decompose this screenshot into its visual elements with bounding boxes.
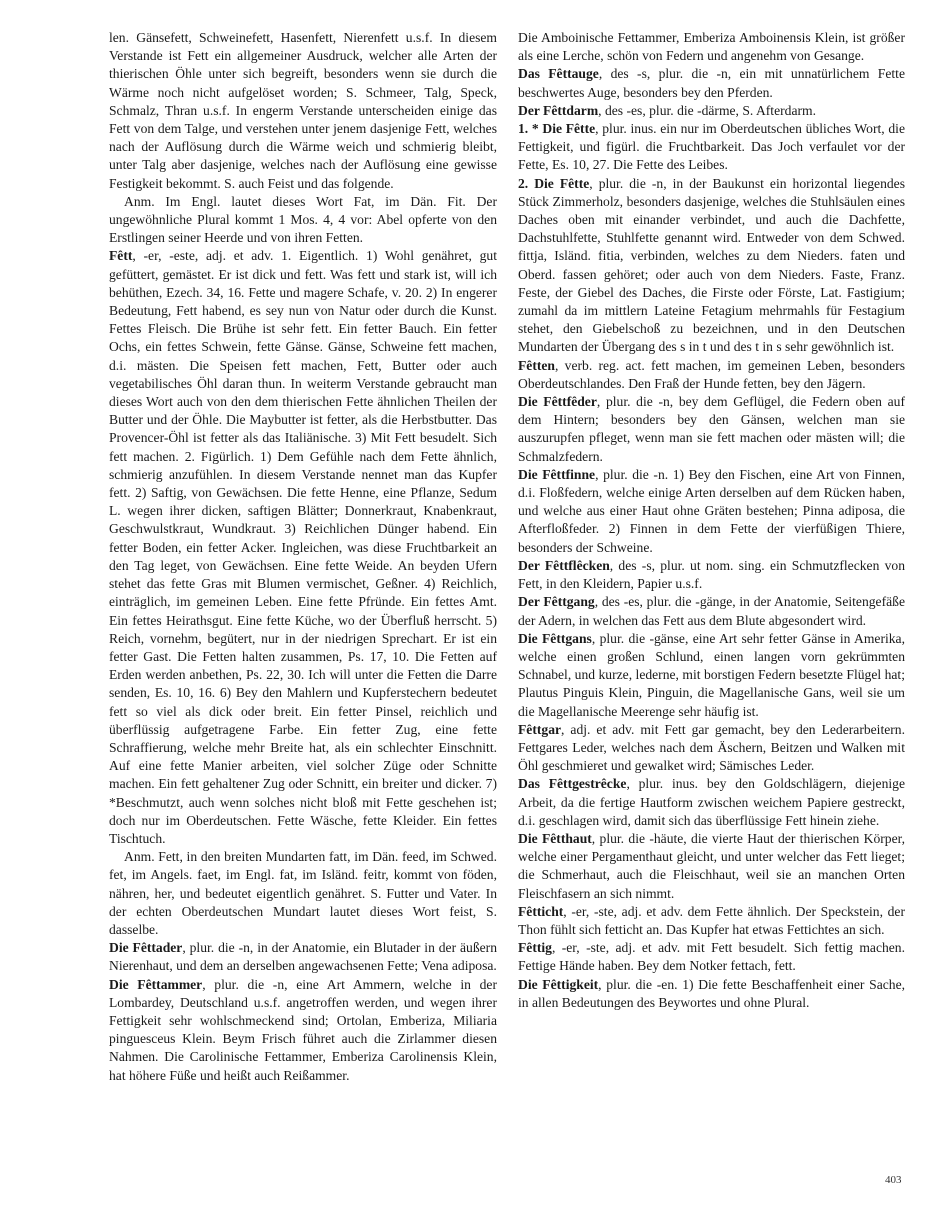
entry-definition: , plur. die -n, in der Baukunst ein horizontal liegendes Stück Zimmerholz, besonders dasjenige, welches die Stuhlsäulen eines Daches oben mit einander verbindet, und auch die Dachfette, Dachstuhlfette, Stuhlfette genannt wird. Entweder von dem Schwed. fittja, Isländ. fitia, verbinden, welches zu dem Nieders. faten und Oberd. fassen gehöret; oder auch von dem Nieders. Faste, Franz. Feste, der Giebel des Daches, die Firste oder Förste, Lat. Fastigium; zumahl da im mittlern Lateine Fetagium mehrmahls für Festagium stehet, den Giebelschoß zu bezeichnen, und in den Deutschen Mundarten der Übergang des s in t und des t in s sehr gewöhnlich ist.	[518, 175, 906, 355]
entry-definition: , verb. reg. act. fett machen, im gemeinen Leben, besonders Oberdeutschlandes. Den Fraß der Hunde fetten, bey den Jägern.	[518, 357, 905, 391]
annotation-paragraph: Anm. Fett, in den breiten Mundarten fatt, im Dän. feed, im Schwed. fet, im Angels. faet, im Engl. fat, im Isländ. feitr, kommt von föden, nähren, her, und bedeutet eigentlich genähret. S. Futter und Vater. In der echten Oberdeutschen Mundart lautet dieses Wort feist, S. dasselbe.	[109, 849, 497, 937]
dictionary-entry	[518, 65, 905, 101]
dictionary-entry	[518, 102, 905, 120]
dictionary-entry	[518, 557, 905, 593]
page-number: 403	[885, 1174, 902, 1186]
left-column	[109, 29, 497, 1085]
entry-headword: Die Fêttfêder	[518, 394, 597, 410]
entry-definition: , -er, -ste, adj. et adv. mit Fett besudelt. Sich fettig machen. Fettige Hände haben. Bey dem Notker fettach, fett.	[518, 940, 905, 974]
entry-headword: Fêttgar	[518, 721, 562, 737]
dictionary-entry	[109, 976, 497, 1085]
dictionary-entry	[109, 247, 497, 848]
entry-headword: Die Fêttgans	[518, 630, 592, 646]
dictionary-entry	[518, 939, 905, 975]
entry-definition: , plur. die -n, bey dem Geflügel, die Federn oben auf dem Hintern; besonders bey den Gänsen, welchen man sie auszurupfen pfleget, wenn man sie fett machen oder mästen will; die Schmalzfedern.	[518, 394, 905, 464]
entry-headword: Die Fêttammer	[109, 976, 203, 992]
entry-definition: , des -s, plur. ut nom. sing. ein Schmutzflecken von Fett, in den Kleidern, Papier u.s.f.	[518, 557, 905, 592]
entry-definition: , plur. inus. ein nur im Oberdeutschen übliches Wort, die Fettigkeit, und figürl. die Fruchtbarkeit. Das Joch verfaulet vor der Fette, Es. 10, 27. Die Fette des Leibes.	[518, 121, 905, 173]
dictionary-entry	[518, 630, 905, 721]
entry-headword: Fêtticht	[518, 903, 564, 919]
entry-headword: Das Fêttgestrêcke	[518, 776, 627, 792]
entry-definition: , plur. die -en. 1) Die fette Beschaffenheit einer Sache, in allen Bedeutungen des Beywortes und ohne Plural.	[518, 976, 905, 1010]
dictionary-entry	[518, 393, 905, 466]
entry-headword: Fêtt	[109, 248, 133, 264]
entry-headword: Fêttig	[518, 940, 552, 956]
continued-paragraph: Die Amboinische Fettammer, Emberiza Amboinensis Klein, ist größer als eine Lerche, schön von Federn und angenehm von Gesange.	[518, 30, 905, 64]
dictionary-entry	[518, 120, 905, 175]
dictionary-entry	[518, 175, 905, 357]
entry-definition: , plur. die -n. 1) Bey den Fischen, eine Art von Finnen, d.i. Floßfedern, welche einige Arten derselben auf dem Rücken haben, und welche aus einer Haut ohne Gräten bestehen; Pinna adiposa, die Afterfloßfeder. 2) Finnen in dem Fette der vierfüßigen Thiere, besonders der Schweine.	[518, 466, 905, 555]
dictionary-entry	[518, 466, 905, 557]
entry-headword: 2. Die Fêtte	[518, 175, 590, 191]
entry-definition: , adj. et adv. mit Fett gar gemacht, bey den Lederarbeitern. Fettgares Leder, welches nach dem Äschern, Beitzen und Walken mit Öhl geschmieret und gewalket wird; Sämisches Leder.	[518, 721, 905, 774]
entry-definition: , plur. die -gänse, eine Art sehr fetter Gänse in Amerika, welche einen großen Schlund, einen langen vorn gekrümmten Schnabel, und kurze, lederne, mit borstigen Federn besetzte Flügel hat; Plautus Pinguis Klein, Pinguin, die Magellanische Gans, weil sie um die Magellanische Meerenge sehr häufig ist.	[518, 630, 905, 719]
entry-headword: Das Fêttauge	[518, 66, 599, 82]
annotation-paragraph: Anm. Im Engl. lautet dieses Wort Fat, im Dän. Fit. Der ungewöhnliche Plural kommt 1 Mos. 4, 4 vor: Abel opferte von den Erstlingen seiner Heerde und von ihren Fetten.	[109, 193, 497, 246]
dictionary-entry	[518, 830, 905, 903]
entry-headword: Die Fêtthaut	[518, 830, 592, 846]
entry-headword: Fêtten	[518, 357, 555, 373]
dictionary-entry	[518, 903, 905, 939]
entry-definition: , -er, -este, adj. et adv. 1. Eigentlich. 1) Wohl genähret, gut gefüttert, gemästet. Er ist dick und fett. Was fett und stark ist, will ich behüthen, Ezech. 34, 16. Fette und magere Schafe, v. 20. 2) In engerer Bedeutung, Fett habend, es sey nun von Natur oder durch die Kunst. Fettes Fleisch. Die Brühe ist sehr fett. Ein fetter Bauch. Ein fetter Ochs, ein fettes Schwein, fette Gänse. Gänse, Schweine fett machen, d.i. mästen. Die Speisen fett machen, Fett, Butter oder auch vegetabilisches Öhl daran thun. In weiterm Verstande gebraucht man dieses Wort auch von den dem thierischen Fette ähnlichen Theilen der Butter und der Öhle. Die Maybutter ist fetter, als die Herbstbutter. Das Provencer-Öhl ist fetter als das Italiänische. 3) Mit Fett besudelt. Sich fett machen. 2. Figürlich. 1) Dem Gefühle nach dem Fette ähnlich, schmierig anzufühlen. In diesem Verstande nennet man das Kupfer fett. 2) Saftig, von Gewächsen. Die fette Henne, eine Pflanze, Sedum L. wegen ihrer dicken, saftigen Blätter; Donnerkraut, Knabenkraut, Geschwulstkraut, Wundkraut. 3) Reichlichen Dünger habend. Ein fetter Boden, ein fetter Acker. Ingleichen, was diese Fruchtbarkeit an den Tag leget, von Gewächsen. Eine fette Weide. An beyden Ufern stehet das fette Gras mit Blumen vermischet, Geßner. 4) Reichlich, einträglich, im gemeinen Leben. Eine fette Pfründe. Ein fettes Amt. Ein fettes Heirathsgut. Eine fette Küche, wo der Überfluß herrscht. 5) Reich, vornehm, begütert, nur in der niedrigen Sprechart. Er ist ein fetter Gast. Die Fetten halten zusammen, Ps. 17, 10. Die Fetten auf Erden werden anbethen, Ps. 22, 30. Ich will unter die Fetten die Darre senden, Es. 10, 16. 6) Bey den Mahlern und Kupferstechern bedeutet fett so viel als dick oder breit. Ein fetter Pinsel, reichlich und überflüssig aufgetragene Farbe. Ein fetter Zug, eine fette Schraffierung, welche mehr Breite hat, als ein schlechter Einschnitt. Auf eine fette Manier arbeiten, viel solcher Züge oder Schnitte machen. Ein fett gehaltener Zug oder Schnitt, ein breiter und dicker. 7) *Beschmutzt, auch wenn solches nicht bloß mit Fette geschehen ist; doch nur im Oberdeutschen. Fette Wäsche, fette Kleider. Ein fettes Tischtuch.	[109, 248, 497, 846]
entry-definition: , des -es, plur. die -gänge, in der Anatomie, Seitengefäße der Adern, in welchen das Fett aus dem Blute abgesondert wird.	[518, 594, 905, 628]
dictionary-entry	[109, 939, 497, 975]
entry-definition: , plur. die -n, in der Anatomie, ein Blutader in der äußern Nierenhaut, und dem an derselben angewachsenen Fette; Vena adiposa.	[109, 940, 498, 974]
continued-paragraph: len. Gänsefett, Schweinefett, Hasenfett, Nierenfett u.s.f. In diesem Verstande ist Fett ein allgemeiner Ausdruck, welcher alle Arten der thierischen Öhle unter sich begreift, besonders wenn sie durch die Wärme noch nicht aufgelöset worden; S. Schmeer, Talg, Speck, Schmalz, Thran u.s.f. In engerm Verstande unterscheiden einige das Fett von dem Talge, und verstehen unter jenem dasjenige Fett, welches nach der Auflösung durch die Wärme weich und schmierig bleibt, unter Talg aber dasjenige, welches nach der Auflösung eine gewisse Festigkeit bekommt. S. auch Feist und das folgende.	[109, 30, 497, 191]
dictionary-entry	[518, 775, 905, 830]
entry-headword: 1. * Die Fêtte	[518, 121, 596, 137]
entry-definition: , des -es, plur. die -därme, S. Afterdarm.	[598, 102, 816, 118]
right-column	[518, 29, 905, 1012]
dictionary-entry	[518, 357, 905, 393]
entry-headword: Die Fêttigkeit	[518, 976, 599, 992]
entry-headword: Der Fêttgang	[518, 594, 595, 610]
dictionary-entry	[518, 593, 905, 629]
entry-headword: Die Fêttfinne	[518, 466, 596, 482]
entry-definition: , -er, -ste, adj. et adv. dem Fette ähnlich. Der Speckstein, der Thon fühlt sich fetticht an. Das Kupfer hat etwas Fettichtes an sich.	[518, 903, 905, 937]
entry-headword: Der Fêttflêcken	[518, 557, 610, 573]
entry-definition: , plur. inus. bey den Goldschlägern, diejenige Arbeit, da die fertige Hautform zwischen weichem Papiere gestreckt, d.i. geschlagen wird, damit sich das überflüssige Fett hinein ziehe.	[518, 776, 905, 828]
entry-definition: , plur. die -häute, die vierte Haut der thierischen Körper, welche einer Pergamenthaut gleicht, und unter welcher das Fett lieget; die Schmerhaut, auch die Fleischhaut, weil sie an manchen Orten Fleischfasern an sich nimmt.	[518, 830, 905, 901]
entry-headword: Die Fêttader	[109, 940, 183, 956]
dictionary-entry	[518, 721, 905, 776]
entry-definition: , plur. die -n, eine Art Ammern, welche in der Lombardey, Deutschland u.s.f. angetroffen werden, und wegen ihrer Fettigkeit sehr wohlschmeckend sind; Ortolan, Emberiza, Miliaria pinguesceus Klein. Beym Frisch führet auch die Zirlammer diesen Nahmen. Die Carolinische Fettammer, Emberiza Carolinensis Klein, hat höhere Füße und heißt auch Reißammer.	[109, 976, 497, 1083]
dictionary-entry	[518, 976, 905, 1012]
entry-headword: Der Fêttdarm	[518, 102, 599, 118]
entry-definition: , des -s, plur. die -n, ein mit unnatürlichem Fette beschwertes Auge, besonders bey den Pferden.	[518, 66, 905, 100]
